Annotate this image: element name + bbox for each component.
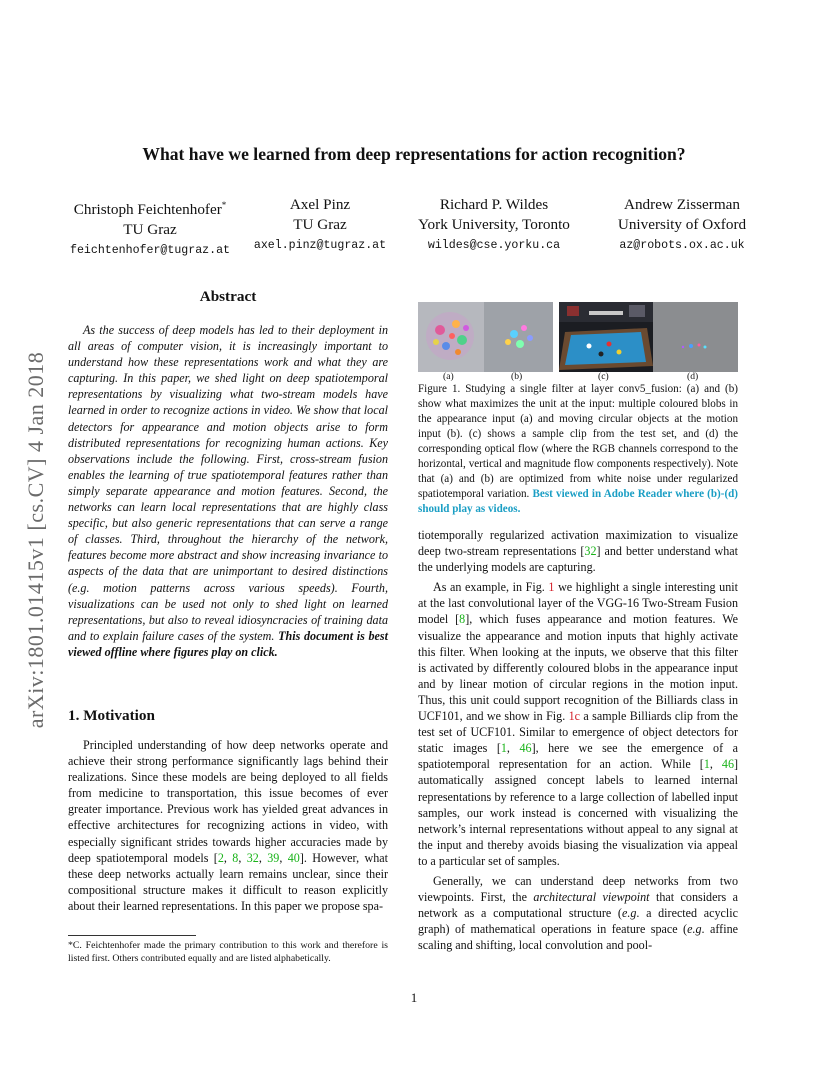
author-name: Axel Pinz <box>289 196 351 213</box>
arxiv-id: arXiv:1801.01415v1 [cs.CV] 4 Jan 2018 <box>23 351 48 729</box>
figure-1 <box>418 302 738 372</box>
abstract-heading: Abstract <box>199 288 257 305</box>
figure-panel-d <box>653 302 738 372</box>
author-name: Christoph Feichtenhofer* <box>73 200 227 219</box>
figure-caption <box>418 382 738 517</box>
figure-caption-text: Figure 1. Studying a single filter at layer conv5_fusion: (a) and (b) show what maximizes the unit at the input: multiple coloured blobs in the appearance input (a) and moving circular objects at the motion input (b). (c) shows a sample clip from the test set, and (d) the corresponding optical flow (where the RGB channels correspond to the horizontal, vertical and magnitude flow components respectively). Note that (a) and (b) are optimized from white noise under regularized spatiotemporal variation. <box>418 383 738 500</box>
section-heading-motivation: 1. Motivation <box>68 707 155 724</box>
motivation-body: Principled understanding of how deep networks operate and achieve their strong performance significantly lags behind their realizations. Since these models are being deployed to all fields from medicine to transportation, this issue becomes of ever greater importance. Previous work has yielded great advances in effective architectures for recognizing actions in video, with especially significant strides towards higher accuracies made by deep spatiotemporal models [2, 8, 32, 39, 40]. However, what these deep networks actually learn remains unclear, since their compositional structure makes it difficult to reason explicitly about their learned representations. In this paper we propose spa- <box>68 738 388 913</box>
author-block <box>404 195 584 252</box>
figure-label-d: (d) <box>687 371 699 382</box>
abstract-body <box>68 322 388 660</box>
figure-panel-c <box>559 302 653 372</box>
author-block <box>62 195 238 257</box>
citation-link[interactable]: 32 <box>584 544 597 559</box>
citation-link[interactable]: 40 <box>287 850 300 865</box>
figure-caption-highlight: Best viewed in Adobe Reader where (b)-(d) should play as videos. <box>418 488 738 515</box>
author-affiliation: TU Graz <box>293 216 347 233</box>
citation-link[interactable]: 2 <box>217 850 224 865</box>
author-email: wildes@cse.yorku.ca <box>427 239 561 252</box>
figure-ref-link[interactable]: 1 <box>548 580 555 595</box>
citation-link[interactable]: 8 <box>459 612 466 627</box>
figure-label-b: (b) <box>511 371 523 382</box>
citation-link[interactable]: 32 <box>246 850 259 865</box>
citation-link[interactable]: 46 <box>519 741 532 756</box>
citation-link[interactable]: 1 <box>500 741 507 756</box>
author-name: Richard P. Wildes <box>439 196 549 213</box>
footnote-rule <box>68 935 196 936</box>
author-affiliation: York University, Toronto <box>418 216 570 233</box>
arxiv-sidebar <box>16 290 56 790</box>
author-email: az@robots.ox.ac.uk <box>619 239 745 252</box>
right-column-body: tiotemporally regularized activation maximization to visualize deep two-stream representations [32] and better understand what the underlying models are capturing. As an example, in Fig. 1 we highlight a single interesting unit at the last convolutional layer of the VGG-16 Two-Stream Fusion model [8], which fuses appearance and motion features. We visualize the appearance and motion inputs that highly activate this filter. When looking at the inputs, we observe that this filter is activated by differently coloured blobs in the appearance input and by linear motion of circular regions in the motion input. Thus, this unit could support recognition of the Billiards class in UCF101, and we show in Fig. 1c a sample Billiards clip from the test set of UCF101. Similar to emergence of object detectors for static images [1, 46], here we see the emergence of a spatiotemporal representation for an action. While [1, 46] automatically assigned concept labels to learned internal representations by reference to a large collection of labelled input samples, our work instead is concerned with visualizing the network’s internal representations without appeal to any signal at the input and thereby avoids biasing the visualization via appeal to a particular set of samples. Generally, we can understand deep networks from two viewpoints. First, the architectural viewpoint that considers a network as a computational structure (e.g. a directed acyclic graph) of mathematical operations in feature space (e.g. affine scaling and shifting, local convolution and pool- <box>418 528 739 953</box>
citation-link[interactable]: 39 <box>267 850 280 865</box>
author-name: Andrew Zisserman <box>624 196 740 213</box>
figure-panel-b <box>484 302 553 372</box>
citation-link[interactable]: 8 <box>232 850 239 865</box>
abstract-bold-note: This document is best viewed offline where figures play on click. <box>68 628 388 659</box>
figure-label-a: (a) <box>443 371 454 382</box>
figure-panel-a <box>418 302 484 372</box>
figure-ref-link[interactable]: 1c <box>568 709 581 724</box>
page-number: 1 <box>410 990 418 1005</box>
author-affiliation: TU Graz <box>123 221 177 239</box>
paper-title: What have we learned from deep representations for action recognition? <box>142 144 686 164</box>
citation-link[interactable]: 46 <box>721 757 734 772</box>
author-email: feichtenhofer@tugraz.at <box>69 244 231 258</box>
author-affiliation: University of Oxford <box>617 216 747 233</box>
figure-label-c: (c) <box>598 371 609 382</box>
abstract-text: As the success of deep models has led to their deployment in all areas of computer vision, it is increasingly important to understand how these representations work and what they are capturing. In this paper, we shed light on deep spatiotemporal representations by visualizing what two-stream models have learned in order to recognize actions in video. We show that local detectors for appearance and motion objects arise to form distributed representations for recognizing human actions. Key observations include the following. First, cross-stream fusion enables the learning of true spatiotemporal features rather than simply separate appearance and motion features. Second, the networks can learn local representations that are highly class specific, but also generic representations that can serve a range of classes. Third, throughout the hierarchy of the network, features become more abstract and show increasing invariance to aspects of the data that are unimportant to desired distinctions (e.g. motion patterns across various speeds). Fourth, visualizations can be used not only to shed light on learned representations, but also to reveal idiosyncracies of training data and to explain failure cases of the system. <box>68 323 388 643</box>
citation-link[interactable]: 1 <box>703 757 710 772</box>
author-block <box>594 195 770 252</box>
author-block <box>244 195 396 252</box>
footnote: *C. Feichtenhofer made the primary contribution to this work and therefore is listed first. Others contributed equally and are listed alphabetically. <box>68 940 388 964</box>
author-email: axel.pinz@tugraz.at <box>253 239 387 252</box>
